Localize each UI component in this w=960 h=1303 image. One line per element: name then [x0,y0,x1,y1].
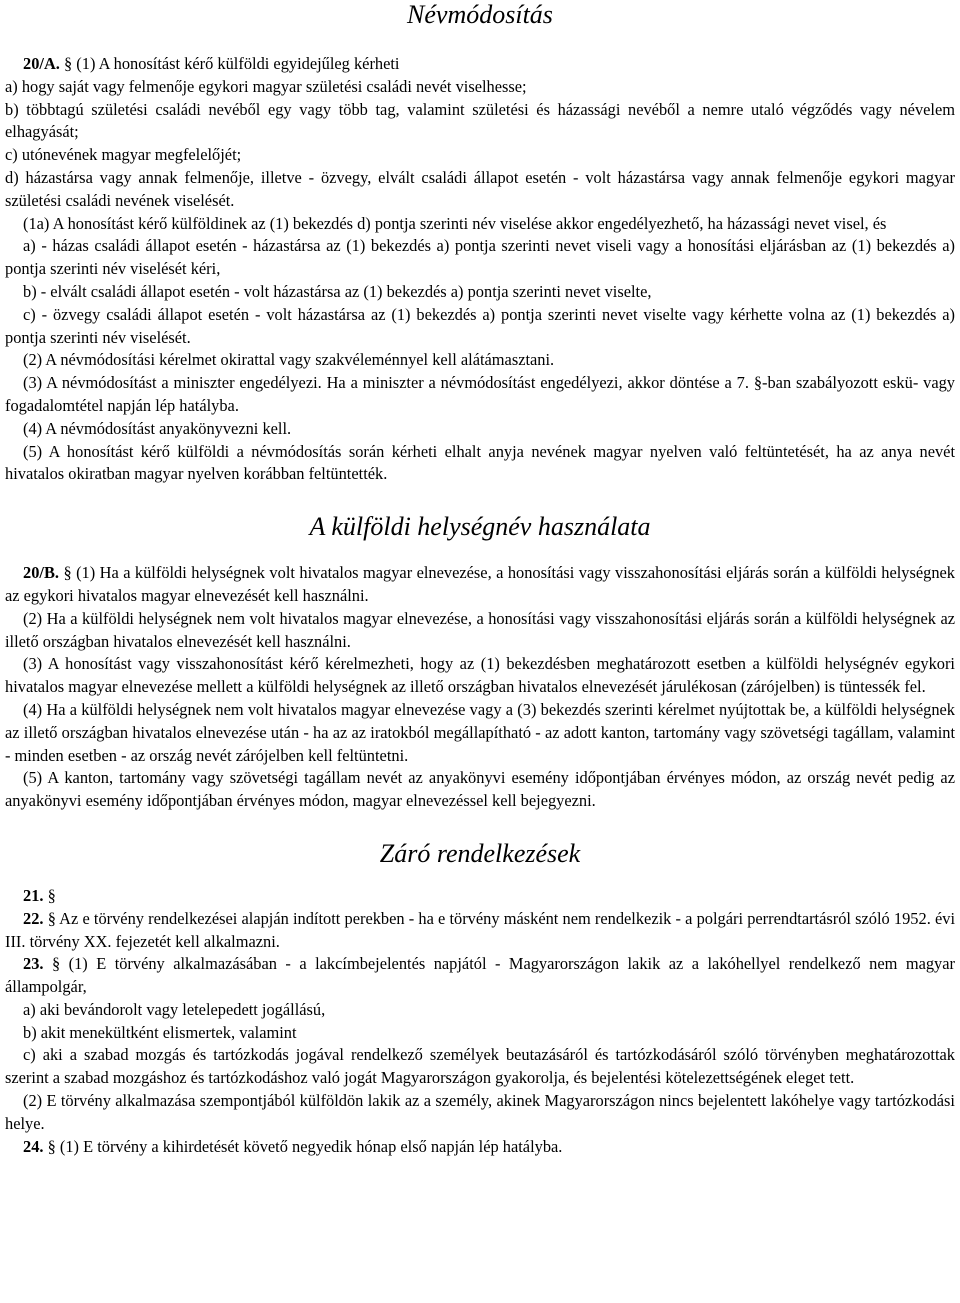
paragraph-text: § [47,885,56,905]
paragraph: (3) A névmódosítást a miniszter engedélyezi. Ha a miniszter a névmódosítást engedélyezi, akkor döntése a 7. §-ban szabályozott eskü- vagy fogadalomtétel napján lép hatályba. [5,373,955,415]
paragraph: (2) Ha a külföldi helységnek nem volt hivatalos magyar elnevezése, a honosítási vagy visszahonosítási eljárás során a külföldi helységnek az illető országban hivatalos elnevezését kell használni. [5,608,955,651]
paragraph: d) házastársa vagy annak felmenője, illetve - özvegy, elvált családi állapot esetén - volt házastársa vagy annak felmenője egykori magyar születési családi nevének viselését. [5,167,955,210]
section-body-nevmodositas [5,53,955,486]
paragraph: a) - házas családi állapot esetén - házastársa az (1) bekezdés a) pontja szerinti nevet viseli vagy a honosítási eljárásban az (1) bekezdés a) pontja szerinti név viselését kéri, [5,236,955,279]
paragraph [5,885,955,908]
paragraph-text: § (1) E törvény a kihirdetését követő negyedik hónap első napján lép hatályba. [47,1136,563,1156]
paragraph: (5) A kanton, tartomány vagy szövetségi tagállam nevét az anyakönyvi esemény időpontjában érvényes módon, az ország nevét pedig az anyakönyvi esemény időpontjában érvényes módon, magyar elnevezéssel kell bejegyezni. [5,768,955,811]
section-number: 21. [23,885,44,905]
paragraph-text: § Az e törvény rendelkezései alapján indított perekben - ha e törvény másként nem rendelkezik - a polgári perrendtartásról szóló 1952. évi III. törvény XX. fejezetét kell alkalmazni. [5,908,955,951]
paragraph [5,1136,955,1159]
document-page [5,0,955,1158]
paragraph: (5) A honosítást kérő külföldi a névmódosítás során kérheti elhalt anyja nevének magyar nyelven való feltüntetését, ha az anya nevét hivatalos okiratban magyar nyelven korábban feltüntették. [5,441,955,484]
paragraph: c) - özvegy családi állapot esetén - volt házastársa az (1) bekezdés a) pontja szerinti nevet viselte vagy kérhette volna az (1) bekezdés a) pontja szerinti név viselését. [5,304,955,347]
paragraph-text: § (1) Ha a külföldi helységnek volt hivatalos magyar elnevezése, a honosítási vagy visszahonosítási eljárás során a külföldi helységnek az egykori hivatalos magyar elnevezését kell használni. [5,563,955,605]
paragraph: (3) A honosítást vagy visszahonosítást kérő kérelmezheti, hogy az (1) bekezdésben meghatározott esetben a külföldi helységnév egykori hivatalos magyar elnevezése mellett a külföldi helységnek az illető országban hivatalos elnevezését járulékosan (zárójelben) is tüntessék fel. [5,654,955,697]
section-number: 22. [23,908,44,928]
section-title-zaro-rendelkezesek: Záró rendelkezések [379,838,581,868]
paragraph [5,562,955,608]
paragraph: b) - elvált családi állapot esetén - volt házastársa az (1) bekezdés a) pontja szerinti nevet viselte, [23,281,652,301]
paragraph: b) többtagú születési családi nevéből egy vagy több tag, valamint születési és házassági nevéből a nemre utaló végződés vagy névelem elhagyását; [5,99,955,142]
paragraph-text: § (1) A honosítást kérő külföldi egyidejűleg kérheti [64,54,400,73]
paragraph: (1a) A honosítást kérő külföldinek az (1) bekezdés d) pontja szerinti név viselése akkor engedélyezhető, ha házassági nevet visel, és [23,213,887,233]
section-body-zaro-rendelkezesek [5,885,955,1159]
paragraph: (2) E törvény alkalmazása szempontjából külföldön lakik az a személy, akinek Magyarországon nincs bejelentett lakóhelye vagy tartózkodási helye. [5,1091,955,1133]
section-title-helysegnev: A külföldi helységnév használata [309,512,651,542]
paragraph [5,953,955,999]
section-number: 20/B. [23,563,59,583]
section-body-helysegnev [5,562,955,813]
paragraph: c) utónevének magyar megfelelőjét; [5,145,242,165]
section-number: 20/A. [23,54,60,73]
paragraph: b) akit menekültként elismertek, valamint [23,1022,297,1042]
paragraph [5,908,955,954]
paragraph: (4) A névmódosítást anyakönyvezni kell. [23,418,292,438]
paragraph: (2) A névmódosítási kérelmet okirattal vagy szakvéleménnyel kell alátámasztani. [23,350,555,370]
section-number: 23. [23,954,44,974]
section-number: 24. [23,1136,44,1156]
section-title-nevmodositas: Névmódosítás [407,0,553,29]
paragraph [5,53,955,76]
paragraph: c) aki a szabad mozgás és tartózkodás jogával rendelkező személyek beutazásáról és tartózkodásáról szóló törvényben meghatározottak szerint a szabad mozgáshoz és tartózkodáshoz való jogát Magyarországon gyakorolja, és bejelentési kötelezettségének eleget tett. [5,1045,955,1088]
paragraph-text: § (1) E törvény alkalmazásában - a lakcímbejelentés napjától - Magyarországon lakik az a lakóhellyel rendelkező nem magyar állampolgár, [5,954,955,997]
paragraph: a) hogy saját vagy felmenője egykori magyar születési családi nevét viselhesse; [5,76,527,96]
paragraph: (4) Ha a külföldi helységnek nem volt hivatalos magyar elnevezése vagy a (3) bekezdés szerinti kérelmet nyújtottak be, a külföldi helységnek az illető országban hivatalos elnevezése után - ha az az iratokból megállapítható - az adott kanton, tartomány vagy szövetségi tagállam, valamint - minden esetben - az ország nevét zárójelben kell feltüntetni. [5,699,955,765]
paragraph: a) aki bevándorolt vagy letelepedett jogállású, [23,999,326,1019]
